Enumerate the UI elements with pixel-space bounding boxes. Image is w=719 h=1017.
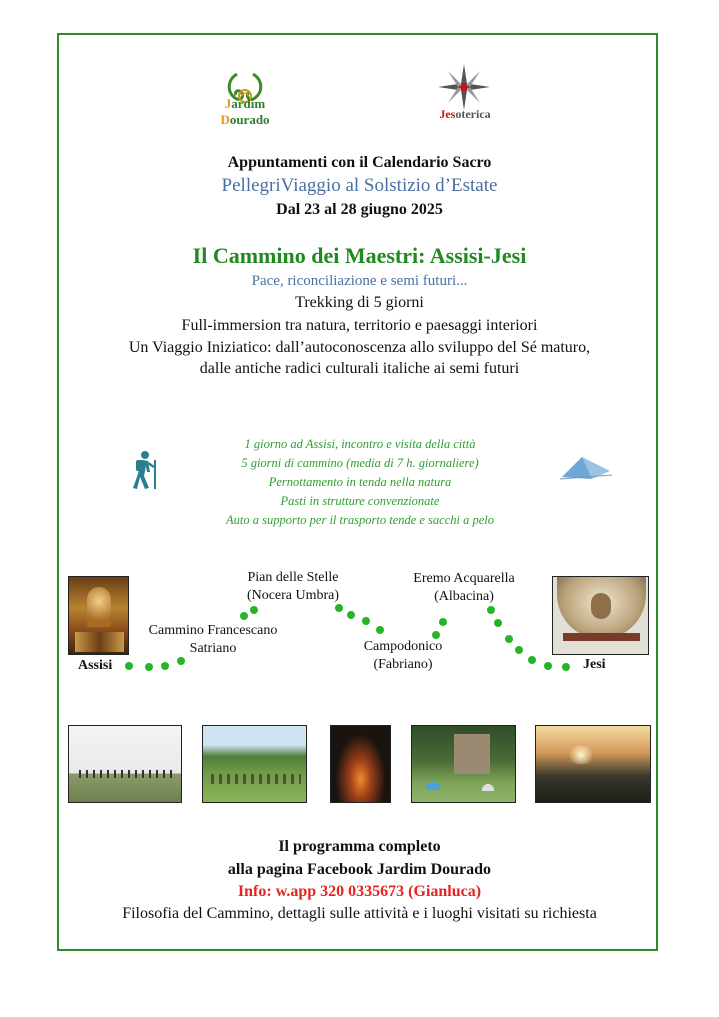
route-dot [161, 662, 169, 670]
footer-info-contact: Info: w.app 320 0335673 (Gianluca) [237, 883, 482, 900]
sunset-group-photo [535, 725, 651, 803]
header-appuntamenti: Appuntamenti con il Calendario Sacro [227, 154, 492, 171]
route-dot [145, 663, 153, 671]
route-dot [487, 606, 495, 614]
route-stop-campodonico: Campodonico (Fabriano) [363, 639, 443, 672]
details-item: 5 giorni di cammino (media di 7 h. giornaliere) [241, 456, 479, 470]
route-dot [544, 662, 552, 670]
description-line: Full-immersion tra natura, territorio e paesaggi interiori [181, 317, 538, 334]
route-dot [335, 604, 343, 612]
route-dot [562, 663, 570, 671]
route-dot [505, 635, 513, 643]
camp-tents-photo [411, 725, 516, 803]
route-end-label: Jesi [583, 657, 606, 672]
page-title: Il Cammino dei Maestri: Assisi-Jesi [192, 243, 527, 268]
route-dot [362, 617, 370, 625]
group-in-meadow-photo [202, 725, 307, 803]
route-dot [439, 618, 447, 626]
route-start-label: Assisi [78, 658, 113, 673]
assisi-basilica-image [68, 576, 129, 655]
footer-facebook: alla pagina Facebook Jardim Dourado [227, 861, 492, 878]
details-list [150, 435, 570, 530]
route-dot [528, 656, 536, 664]
details-item: Pasti in strutture convenzionate [280, 494, 440, 508]
description-line: Trekking di 5 giorni [295, 294, 424, 311]
page-subtitle: Pace, riconciliazione e semi futuri... [251, 273, 468, 289]
compass-rose-icon [434, 62, 494, 112]
route-dot [250, 606, 258, 614]
footer-programma: Il programma completo [278, 838, 441, 855]
route-dot [494, 619, 502, 627]
route-stop-satriano: Cammino Francescano Satriano [148, 623, 278, 656]
jesoterica-logo-text: Jesoterica [439, 107, 491, 121]
jesi-church-image [552, 576, 649, 655]
route-dot [240, 612, 248, 620]
campfire-photo [330, 725, 391, 803]
route-dot [177, 657, 185, 665]
details-item: Auto a supporto per il trasporto tende e sacchi a pelo [225, 513, 495, 527]
footer-filosofia: Filosofia del Cammino, dettagli sulle attività e i luoghi visitati su richiesta [122, 905, 597, 922]
route-stop-pian-delle-stelle: Pian delle Stelle (Nocera Umbra) [246, 570, 340, 603]
route-dot [515, 646, 523, 654]
description-line: Un Viaggio Iniziatico: dall’autoconoscenza allo sviluppo del Sé maturo, [128, 339, 591, 356]
header-dates: Dal 23 al 28 giugno 2025 [276, 201, 443, 218]
details-item: Pernottamento in tenda nella natura [268, 475, 452, 489]
jardim-dourado-logo-text: Jardim Dourado [220, 96, 270, 127]
hikers-on-hill-photo [68, 725, 182, 803]
route-dot [376, 626, 384, 634]
route-stop-eremo-acquarella: Eremo Acquarella (Albacina) [413, 571, 515, 604]
header-pellegriviaggio: PellegriViaggio al Solstizio d’Estate [221, 175, 498, 196]
details-item: 1 giorno ad Assisi, incontro e visita della città [244, 437, 476, 451]
route-dot [347, 611, 355, 619]
description-line: dalle antiche radici culturali italiche ai semi futuri [199, 360, 520, 377]
